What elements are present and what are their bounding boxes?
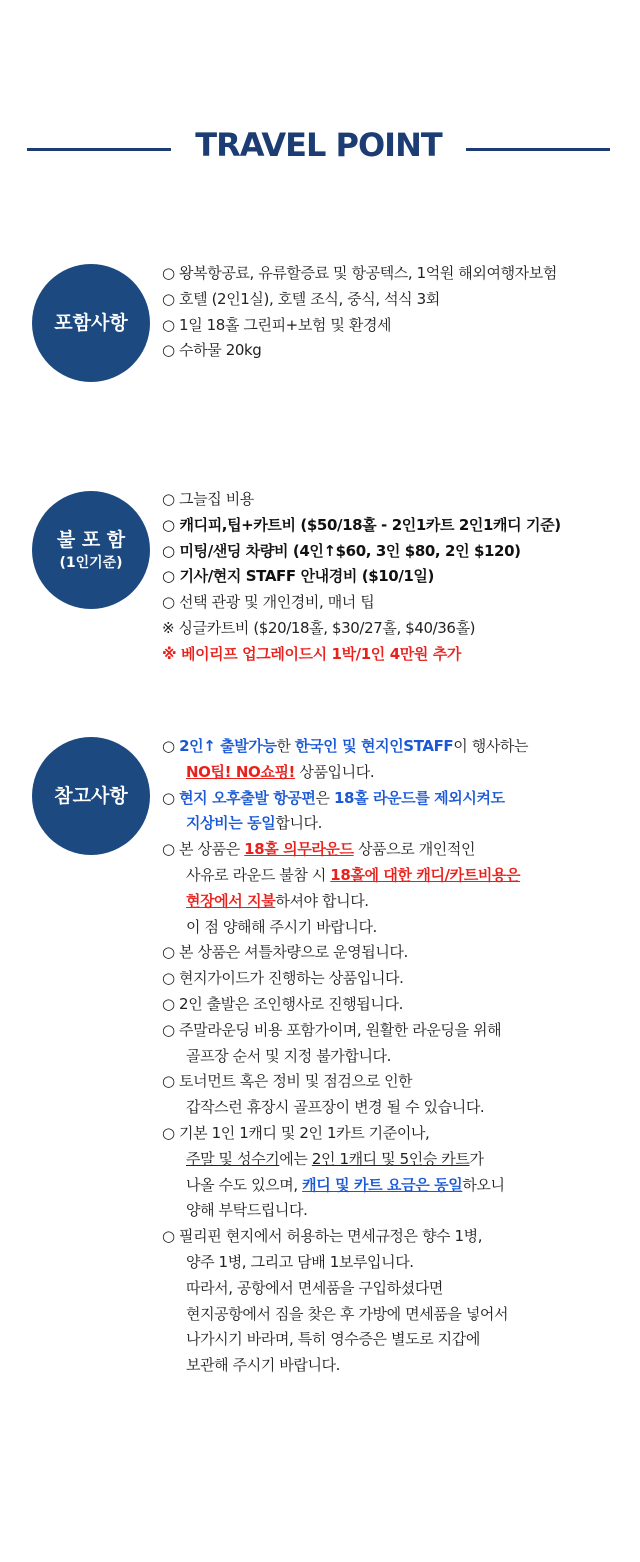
page-title: TRAVEL POINT <box>195 126 442 164</box>
list-item: ○ 수하물 20kg <box>162 341 262 360</box>
note-line <box>162 1147 632 1173</box>
list-item: ※ 베이리프 업그레이드시 1박/1인 4만원 추가 <box>162 644 461 663</box>
title-divider-left <box>27 148 171 151</box>
note-line: 골프장 순서 및 지정 불가합니다. <box>186 1046 392 1065</box>
included-list <box>162 261 632 364</box>
note-text: 하오니 <box>462 1175 505 1194</box>
note-text: 에는 <box>279 1149 312 1168</box>
note-text: 은 <box>315 788 334 807</box>
note-line: ○ 2인 출발은 조인행사로 진행됩니다. <box>162 994 403 1013</box>
note-line: ○ 필리핀 현지에서 허용하는 면세규정은 향수 1병, <box>162 1227 483 1246</box>
note-line: 따라서, 공항에서 면세품을 구입하셨다면 <box>186 1278 444 1297</box>
note-line <box>162 837 632 863</box>
note-line: ○ 본 상품은 셔틀차량으로 운영됩니다. <box>162 943 408 962</box>
note-line: ○ 토너먼트 혹은 정비 및 점검으로 인한 <box>162 1072 413 1091</box>
list-item: ○ 선택 관광 및 개인경비, 매너 팁 <box>162 593 375 612</box>
note-line <box>162 889 632 915</box>
included-label: 포함사항 <box>54 312 128 334</box>
list-item: ○ 호텔 (2인1실), 호텔 조식, 중식, 석식 3회 <box>162 289 440 308</box>
list-item: ○ 왕복항공료, 유류할증료 및 항공텍스, 1억원 해외여행자보험 <box>162 264 557 282</box>
title-divider-right <box>466 148 610 151</box>
note-line: ○ 기본 1인 1캐디 및 2인 1카트 기준이나, <box>162 1123 430 1142</box>
list-item: ○ 기사/현지 STAFF 안내경비 ($10/1일) <box>162 567 434 586</box>
note-underlined: 2인 1캐디 및 5인승 카트 <box>311 1149 470 1168</box>
note-underlined: 주말 및 성수기 <box>186 1149 280 1168</box>
note-highlight: 한국인 및 현지인STAFF <box>295 737 454 755</box>
note-line <box>162 1173 632 1199</box>
list-item: ○ 1일 18홀 그린피+보험 및 환경세 <box>162 315 392 334</box>
note-line <box>162 734 632 760</box>
section-title-row <box>0 118 640 178</box>
note-text: ○ <box>162 737 180 755</box>
note-line: 양주 1병, 그리고 담배 1보루입니다. <box>186 1252 414 1271</box>
excluded-sublabel: (1인기준) <box>59 555 123 571</box>
note-highlight: 18홀 의무라운드 <box>244 840 354 859</box>
note-highlight: 2인↑ 출발가능 <box>179 737 277 755</box>
note-text: 하셔야 합니다. <box>275 891 369 910</box>
note-line: 보관해 주시기 바랍니다. <box>186 1356 341 1375</box>
note-text: 상품으로 개인적인 <box>353 840 476 859</box>
note-line: ○ 현지가이드가 진행하는 상품입니다. <box>162 969 404 988</box>
note-highlight: 18홀에 대한 캐디/카트비용은 <box>330 865 521 884</box>
note-line <box>162 863 632 889</box>
note-highlight: 18홀 라운드를 제외시켜도 <box>334 788 505 807</box>
note-highlight: 캐디 및 카트 요금은 동일 <box>302 1175 463 1194</box>
note-line: 나가시기 바라며, 특히 영수증은 별도로 지갑에 <box>186 1330 480 1349</box>
note-text: ○ <box>162 788 180 807</box>
note-text: 사유로 라운드 불참 시 <box>186 865 331 884</box>
note-line: 현지공항에서 짐을 찾은 후 가방에 면세품을 넣어서 <box>186 1304 509 1323</box>
list-item: ○ 캐디피,팁+카트비 ($50/18홀 - 2인1카트 2인1캐디 기준) <box>162 515 561 534</box>
notes-list <box>162 734 632 1379</box>
note-highlight: 현장에서 지불 <box>186 891 276 910</box>
list-item: ※ 싱글카트비 ($20/18홀, $30/27홀, $40/36홀) <box>162 618 476 637</box>
note-line: 갑작스런 휴장시 골프장이 변경 될 수 있습니다. <box>186 1098 485 1117</box>
note-line <box>162 811 632 837</box>
note-text: 가 <box>469 1149 484 1168</box>
note-text: 합니다. <box>275 814 323 833</box>
notes-label: 참고사항 <box>54 785 128 807</box>
note-text: 한 <box>276 737 296 755</box>
excluded-label: 불 포 함 <box>56 529 126 551</box>
list-item: ○ 미팅/샌딩 차량비 (4인↑$60, 3인 $80, 2인 $120) <box>162 541 521 560</box>
notes-badge <box>32 737 150 855</box>
included-badge <box>32 264 150 382</box>
excluded-badge <box>32 491 150 609</box>
note-text: 이 행사하는 <box>453 737 529 755</box>
note-line: 양해 부탁드립니다. <box>186 1201 308 1220</box>
note-highlight: NO팁! NO쇼핑! <box>186 762 295 781</box>
list-item: ○ 그늘집 비용 <box>162 490 254 508</box>
note-text: 상품입니다. <box>295 762 375 781</box>
excluded-list <box>162 487 632 668</box>
note-highlight: 지상비는 동일 <box>186 814 276 833</box>
note-line: ○ 주말라운딩 비용 포함가이며, 원활한 라운딩을 위해 <box>162 1020 502 1039</box>
note-line: 이 점 양해해 주시기 바랍니다. <box>186 917 377 936</box>
note-line <box>162 786 632 812</box>
note-text: ○ 본 상품은 <box>162 840 245 859</box>
note-highlight: 현지 오후출발 항공편 <box>179 788 316 807</box>
note-line <box>162 760 632 786</box>
note-text: 나올 수도 있으며, <box>186 1175 303 1194</box>
